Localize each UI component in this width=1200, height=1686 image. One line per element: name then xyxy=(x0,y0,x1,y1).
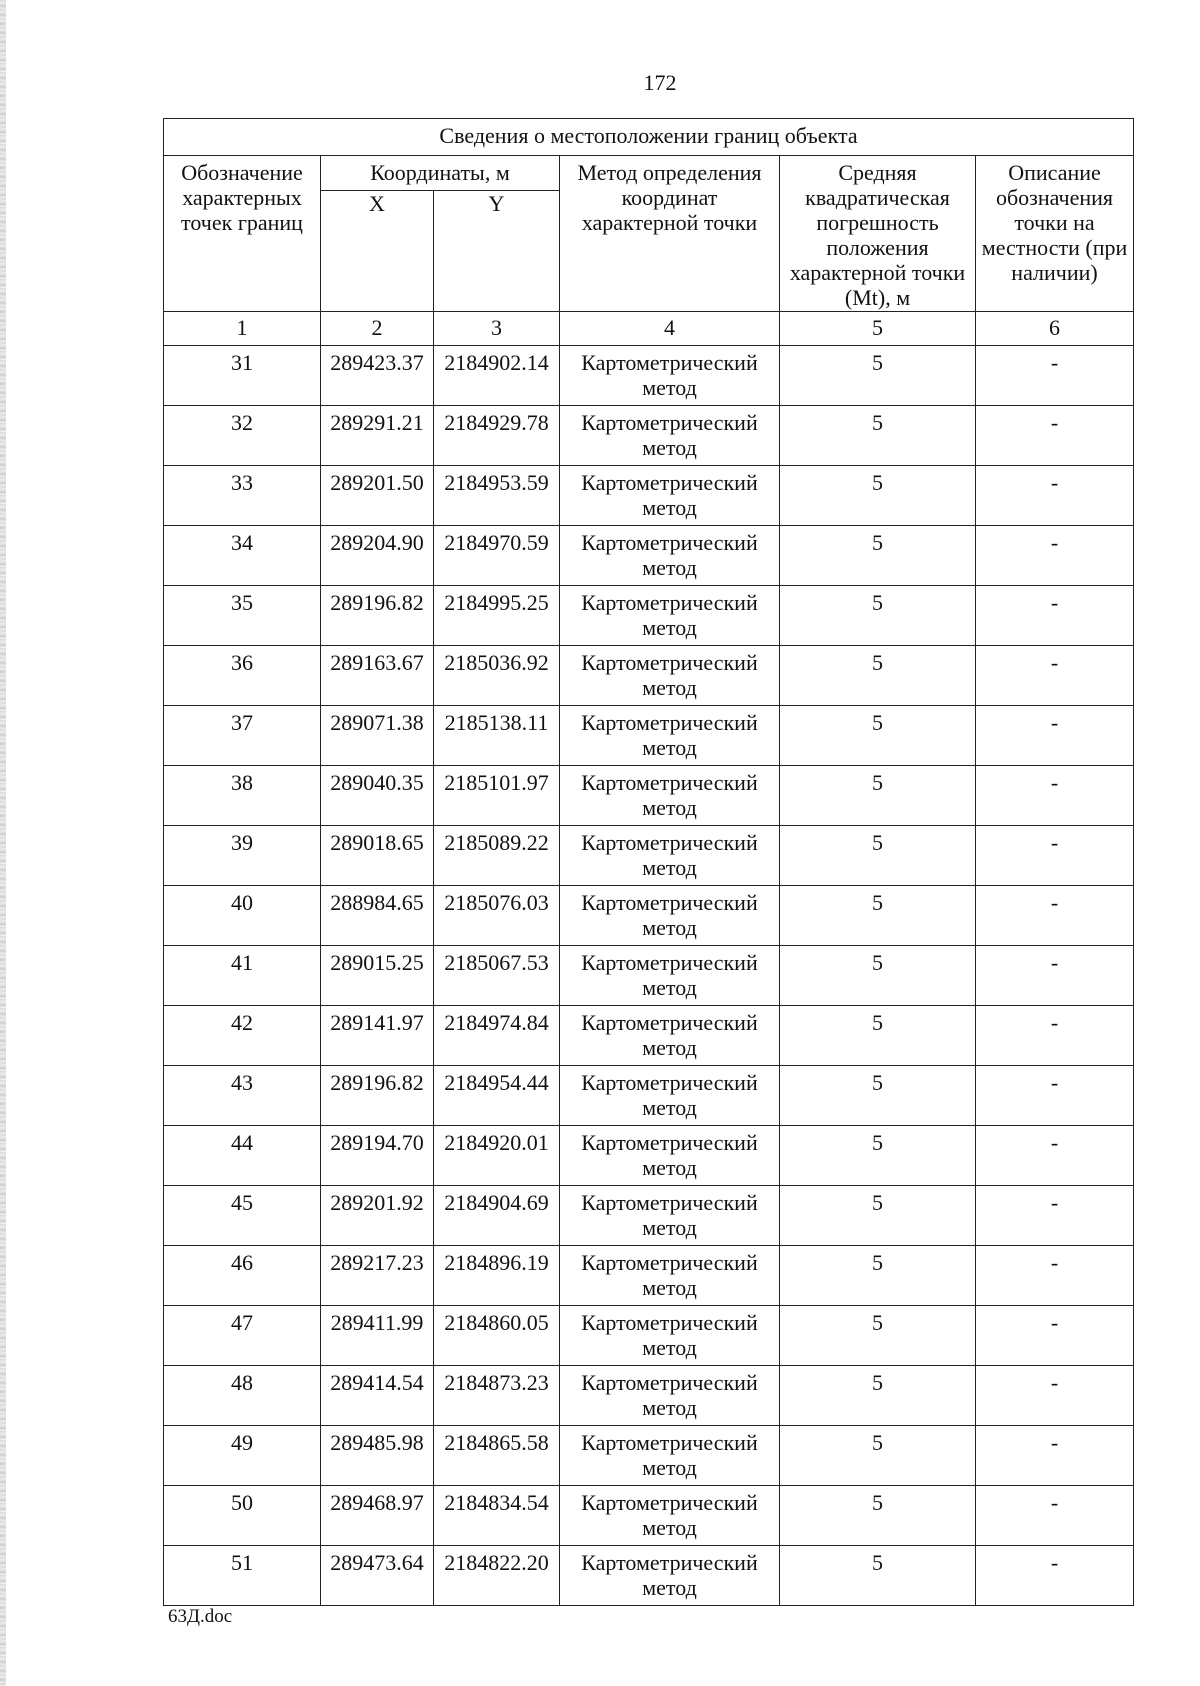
coord-y-cell: 2184902.14 xyxy=(434,346,560,406)
description-cell: - xyxy=(976,1426,1134,1486)
method-text: Картометрический xyxy=(581,650,758,675)
coord-x-cell: 288984.65 xyxy=(321,886,434,946)
method-text: Картометрический xyxy=(581,350,758,375)
method-cell xyxy=(560,1486,780,1546)
table-row xyxy=(164,706,1134,766)
description-cell: - xyxy=(976,1366,1134,1426)
method-cell xyxy=(560,1366,780,1426)
coord-y-cell: 2185076.03 xyxy=(434,886,560,946)
table-row xyxy=(164,1366,1134,1426)
accuracy-cell: 5 xyxy=(780,1426,976,1486)
method-cell xyxy=(560,946,780,1006)
table-row xyxy=(164,1186,1134,1246)
coord-y-cell: 2184953.59 xyxy=(434,466,560,526)
method-text: метод xyxy=(642,1335,697,1360)
description-cell: - xyxy=(976,706,1134,766)
method-text: метод xyxy=(642,1515,697,1540)
accuracy-cell: 5 xyxy=(780,526,976,586)
coord-y-cell: 2185067.53 xyxy=(434,946,560,1006)
accuracy-cell: 5 xyxy=(780,1186,976,1246)
method-text: метод xyxy=(642,375,697,400)
method-text: Картометрический xyxy=(581,1370,758,1395)
point-id-cell: 31 xyxy=(164,346,321,406)
method-cell xyxy=(560,766,780,826)
method-text: метод xyxy=(642,735,697,760)
method-text: Картометрический xyxy=(581,890,758,915)
coord-y-cell: 2185089.22 xyxy=(434,826,560,886)
method-text: метод xyxy=(642,1035,697,1060)
method-cell xyxy=(560,466,780,526)
description-cell: - xyxy=(976,466,1134,526)
method-text: метод xyxy=(642,795,697,820)
accuracy-cell: 5 xyxy=(780,1486,976,1546)
accuracy-cell: 5 xyxy=(780,466,976,526)
coord-x-cell: 289423.37 xyxy=(321,346,434,406)
coord-x-cell: 289485.98 xyxy=(321,1426,434,1486)
table-row xyxy=(164,826,1134,886)
footer-filename: 63Д.doc xyxy=(168,1606,233,1627)
table-row xyxy=(164,1486,1134,1546)
method-text: Картометрический xyxy=(581,590,758,615)
accuracy-cell: 5 xyxy=(780,1366,976,1426)
method-text: Картометрический xyxy=(581,830,758,855)
description-cell: - xyxy=(976,1306,1134,1366)
method-cell xyxy=(560,1306,780,1366)
coord-y-cell: 2184920.01 xyxy=(434,1126,560,1186)
method-text: Картометрический xyxy=(581,770,758,795)
accuracy-cell: 5 xyxy=(780,586,976,646)
method-text: метод xyxy=(642,1215,697,1240)
method-text: метод xyxy=(642,615,697,640)
point-id-cell: 33 xyxy=(164,466,321,526)
table-row xyxy=(164,586,1134,646)
coord-y-cell: 2184995.25 xyxy=(434,586,560,646)
method-cell xyxy=(560,346,780,406)
point-id-cell: 49 xyxy=(164,1426,321,1486)
scan-edge xyxy=(0,0,6,1686)
description-cell: - xyxy=(976,1066,1134,1126)
table-row xyxy=(164,946,1134,1006)
method-text: Картометрический xyxy=(581,530,758,555)
coord-y-cell: 2185036.92 xyxy=(434,646,560,706)
table-row xyxy=(164,1126,1134,1186)
method-text: метод xyxy=(642,495,697,520)
accuracy-cell: 5 xyxy=(780,1546,976,1606)
accuracy-cell: 5 xyxy=(780,346,976,406)
accuracy-cell: 5 xyxy=(780,946,976,1006)
point-id-cell: 37 xyxy=(164,706,321,766)
column-number-row xyxy=(164,312,1134,346)
coord-x-cell: 289217.23 xyxy=(321,1246,434,1306)
coord-y-cell: 2184929.78 xyxy=(434,406,560,466)
coord-x-cell: 289040.35 xyxy=(321,766,434,826)
header-method: Метод определения координат характерной точки xyxy=(560,156,780,312)
method-cell xyxy=(560,706,780,766)
accuracy-cell: 5 xyxy=(780,1006,976,1066)
method-text: метод xyxy=(642,1155,697,1180)
point-id-cell: 34 xyxy=(164,526,321,586)
method-cell xyxy=(560,1546,780,1606)
header-coordinates: Координаты, м xyxy=(321,156,560,191)
point-id-cell: 50 xyxy=(164,1486,321,1546)
description-cell: - xyxy=(976,406,1134,466)
column-number: 3 xyxy=(434,312,560,346)
description-cell: - xyxy=(976,526,1134,586)
method-cell xyxy=(560,646,780,706)
method-text: Картометрический xyxy=(581,470,758,495)
method-text: Картометрический xyxy=(581,1490,758,1515)
accuracy-cell: 5 xyxy=(780,766,976,826)
column-number: 6 xyxy=(976,312,1134,346)
method-cell xyxy=(560,1426,780,1486)
table-row xyxy=(164,526,1134,586)
coord-x-cell: 289196.82 xyxy=(321,1066,434,1126)
method-text: Картометрический xyxy=(581,1250,758,1275)
description-cell: - xyxy=(976,826,1134,886)
description-cell: - xyxy=(976,766,1134,826)
coord-y-cell: 2184970.59 xyxy=(434,526,560,586)
method-cell xyxy=(560,1246,780,1306)
coord-y-cell: 2184904.69 xyxy=(434,1186,560,1246)
point-id-cell: 43 xyxy=(164,1066,321,1126)
header-accuracy: Средняя квадратическая погрешность положения характерной точки (Mt), м xyxy=(780,156,976,312)
method-cell xyxy=(560,886,780,946)
page-number: 172 xyxy=(643,70,677,95)
accuracy-cell: 5 xyxy=(780,886,976,946)
accuracy-cell: 5 xyxy=(780,1066,976,1126)
coord-x-cell: 289473.64 xyxy=(321,1546,434,1606)
coord-x-cell: 289018.65 xyxy=(321,826,434,886)
description-cell: - xyxy=(976,1186,1134,1246)
column-number: 4 xyxy=(560,312,780,346)
method-text: Картометрический xyxy=(581,410,758,435)
point-id-cell: 48 xyxy=(164,1366,321,1426)
method-text: Картометрический xyxy=(581,1310,758,1335)
method-text: Картометрический xyxy=(581,1010,758,1035)
method-cell xyxy=(560,526,780,586)
method-text: Картометрический xyxy=(581,1550,758,1575)
method-cell xyxy=(560,1006,780,1066)
point-id-cell: 41 xyxy=(164,946,321,1006)
coord-y-cell: 2184865.58 xyxy=(434,1426,560,1486)
method-cell xyxy=(560,1186,780,1246)
method-text: метод xyxy=(642,555,697,580)
table-row xyxy=(164,1006,1134,1066)
coord-y-cell: 2184954.44 xyxy=(434,1066,560,1126)
method-text: Картометрический xyxy=(581,950,758,975)
description-cell: - xyxy=(976,1546,1134,1606)
accuracy-cell: 5 xyxy=(780,1246,976,1306)
coord-x-cell: 289414.54 xyxy=(321,1366,434,1426)
description-cell: - xyxy=(976,346,1134,406)
table-row xyxy=(164,1306,1134,1366)
coord-x-cell: 289194.70 xyxy=(321,1126,434,1186)
description-cell: - xyxy=(976,586,1134,646)
coord-x-cell: 289468.97 xyxy=(321,1486,434,1546)
column-number: 5 xyxy=(780,312,976,346)
coord-x-cell: 289204.90 xyxy=(321,526,434,586)
coord-x-cell: 289163.67 xyxy=(321,646,434,706)
point-id-cell: 51 xyxy=(164,1546,321,1606)
method-cell xyxy=(560,826,780,886)
coord-y-cell: 2184834.54 xyxy=(434,1486,560,1546)
table-row xyxy=(164,1066,1134,1126)
description-cell: - xyxy=(976,1006,1134,1066)
point-id-cell: 36 xyxy=(164,646,321,706)
method-text: метод xyxy=(642,915,697,940)
table-caption: Сведения о местоположении границ объекта xyxy=(164,119,1134,156)
coord-y-cell: 2184974.84 xyxy=(434,1006,560,1066)
coord-x-cell: 289196.82 xyxy=(321,586,434,646)
description-cell: - xyxy=(976,1126,1134,1186)
accuracy-cell: 5 xyxy=(780,1126,976,1186)
method-cell xyxy=(560,1066,780,1126)
coord-x-cell: 289071.38 xyxy=(321,706,434,766)
method-text: метод xyxy=(642,435,697,460)
table-row xyxy=(164,406,1134,466)
accuracy-cell: 5 xyxy=(780,706,976,766)
method-text: метод xyxy=(642,1275,697,1300)
table-row xyxy=(164,1246,1134,1306)
accuracy-cell: 5 xyxy=(780,1306,976,1366)
accuracy-cell: 5 xyxy=(780,406,976,466)
coord-y-cell: 2184822.20 xyxy=(434,1546,560,1606)
method-text: Картометрический xyxy=(581,1430,758,1455)
table-row xyxy=(164,346,1134,406)
point-id-cell: 40 xyxy=(164,886,321,946)
point-id-cell: 35 xyxy=(164,586,321,646)
accuracy-cell: 5 xyxy=(780,826,976,886)
coord-x-cell: 289411.99 xyxy=(321,1306,434,1366)
point-id-cell: 44 xyxy=(164,1126,321,1186)
column-number: 1 xyxy=(164,312,321,346)
accuracy-cell: 5 xyxy=(780,646,976,706)
method-text: метод xyxy=(642,1395,697,1420)
coord-x-cell: 289201.92 xyxy=(321,1186,434,1246)
table-body xyxy=(164,346,1134,1606)
table-row xyxy=(164,1546,1134,1606)
header-y: Y xyxy=(434,191,560,312)
point-id-cell: 45 xyxy=(164,1186,321,1246)
coord-y-cell: 2185101.97 xyxy=(434,766,560,826)
description-cell: - xyxy=(976,646,1134,706)
table-row xyxy=(164,886,1134,946)
method-cell xyxy=(560,586,780,646)
table-row xyxy=(164,766,1134,826)
coord-x-cell: 289201.50 xyxy=(321,466,434,526)
method-text: метод xyxy=(642,1575,697,1600)
description-cell: - xyxy=(976,1246,1134,1306)
method-cell xyxy=(560,406,780,466)
point-id-cell: 46 xyxy=(164,1246,321,1306)
header-x: X xyxy=(321,191,434,312)
point-id-cell: 39 xyxy=(164,826,321,886)
coord-x-cell: 289291.21 xyxy=(321,406,434,466)
table-row xyxy=(164,646,1134,706)
header-designation: Обозначение характерных точек границ xyxy=(164,156,321,312)
method-text: метод xyxy=(642,855,697,880)
method-text: Картометрический xyxy=(581,1190,758,1215)
method-text: Картометрический xyxy=(581,1130,758,1155)
method-cell xyxy=(560,1126,780,1186)
point-id-cell: 38 xyxy=(164,766,321,826)
table-row xyxy=(164,466,1134,526)
coord-y-cell: 2184896.19 xyxy=(434,1246,560,1306)
method-text: Картометрический xyxy=(581,710,758,735)
point-id-cell: 32 xyxy=(164,406,321,466)
description-cell: - xyxy=(976,886,1134,946)
boundary-coordinates-table xyxy=(163,118,1134,1606)
coord-y-cell: 2184860.05 xyxy=(434,1306,560,1366)
method-text: метод xyxy=(642,1095,697,1120)
method-text: Картометрический xyxy=(581,1070,758,1095)
header-description: Описание обозначения точки на местности (при наличии) xyxy=(976,156,1134,312)
point-id-cell: 42 xyxy=(164,1006,321,1066)
description-cell: - xyxy=(976,946,1134,1006)
coord-y-cell: 2185138.11 xyxy=(434,706,560,766)
point-id-cell: 47 xyxy=(164,1306,321,1366)
method-text: метод xyxy=(642,675,697,700)
coord-x-cell: 289141.97 xyxy=(321,1006,434,1066)
column-number: 2 xyxy=(321,312,434,346)
method-text: метод xyxy=(642,1455,697,1480)
method-text: метод xyxy=(642,975,697,1000)
table-row xyxy=(164,1426,1134,1486)
coord-y-cell: 2184873.23 xyxy=(434,1366,560,1426)
coord-x-cell: 289015.25 xyxy=(321,946,434,1006)
description-cell: - xyxy=(976,1486,1134,1546)
